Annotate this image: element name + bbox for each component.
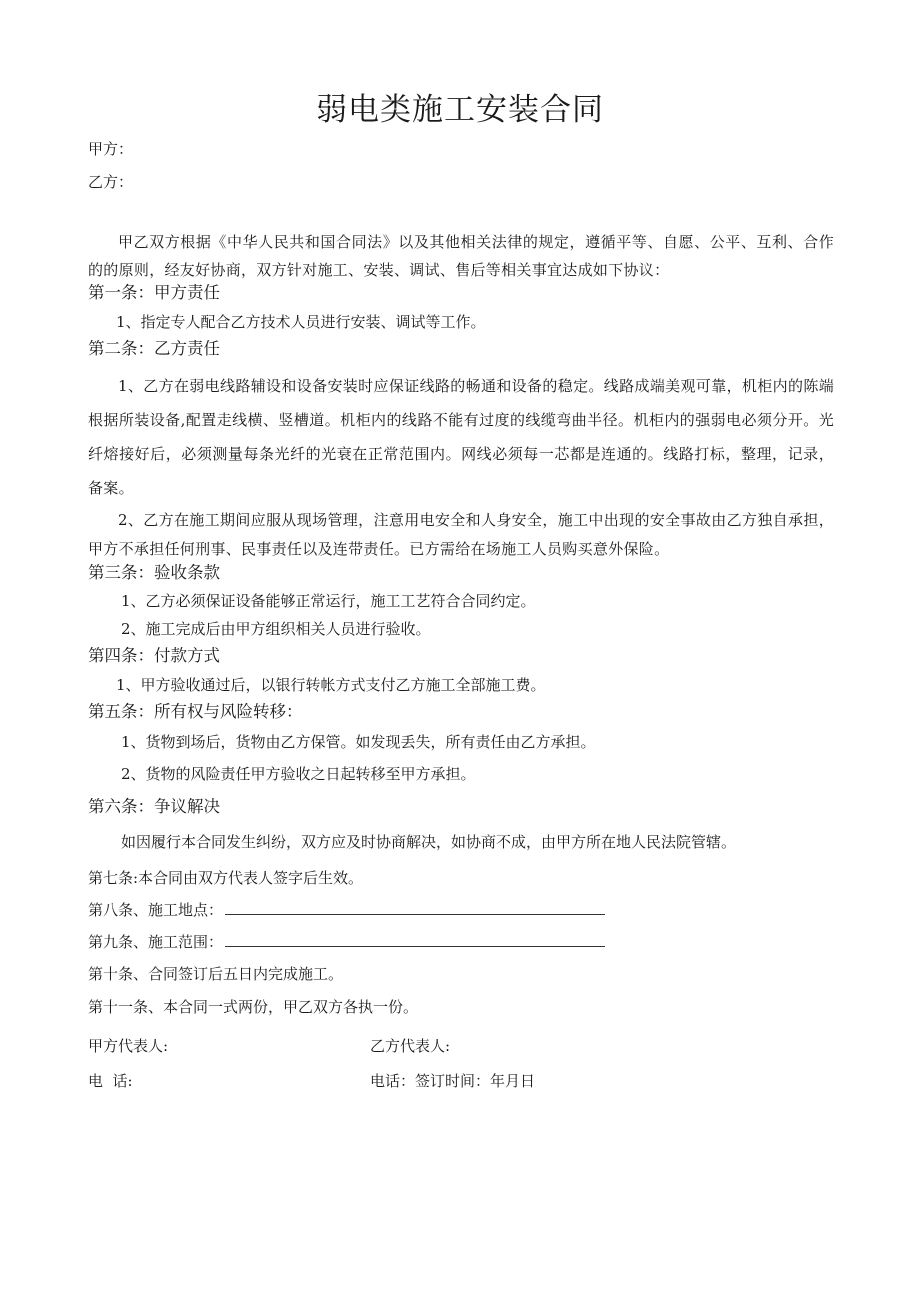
article-5-item-1: 1、货物到场后，货物由乙方保管。如发现丢失，所有责任由乙方承担。 <box>121 733 596 751</box>
article-1-title: 第一条：甲方责任 <box>88 283 220 302</box>
article-10: 第十条、合同签订后五日内完成施工。 <box>88 965 344 983</box>
article-3-title: 第三条：验收条款 <box>88 563 220 582</box>
article-7: 第七条:本合同由双方代表人签字后生效。 <box>88 869 364 887</box>
intro-paragraph: 甲乙双方根据《中华人民共和国合同法》以及其他相关法律的规定，遵循平等、自愿、公平、互利、合作的的原则，经友好协商，双方针对施工、安装、调试、售后等相关事宜达成如下协议： <box>88 233 834 279</box>
article-2-title: 第二条：乙方责任 <box>88 339 220 358</box>
article-11: 第十一条、本合同一式两份，甲乙双方各执一份。 <box>88 998 419 1016</box>
article-8 <box>88 900 605 920</box>
article-4-title: 第四条：付款方式 <box>88 646 220 665</box>
party-a-label: 甲方： <box>88 140 134 158</box>
article-3-item-2: 2、施工完成后由甲方组织相关人员进行验收。 <box>121 620 431 638</box>
document-title: 弱电类施工安装合同 <box>316 92 604 128</box>
site-location-blank[interactable] <box>225 900 605 915</box>
article-2-item-2: 2、乙方在施工期间应服从现场管理，注意用电安全和人身安全，施工中出现的安全事故由乙方独自承担，甲方不承担任何刑事、民事责任以及连带责任。已方需给在场施工人员购买意外保险。 <box>88 511 834 558</box>
party-a-phone: 电 话: <box>88 1072 133 1090</box>
party-b-label: 乙方： <box>88 173 134 191</box>
article-9-label: 第九条、施工范围： <box>88 933 224 951</box>
article-8-label: 第八条、施工地点： <box>88 901 224 919</box>
article-5-item-2: 2、货物的风险责任甲方验收之日起转移至甲方承担。 <box>121 765 476 783</box>
article-9 <box>88 932 605 952</box>
article-6-item-1: 如因履行本合同发生纠纷，双方应及时协商解决，如协商不成，由甲方所在地人民法院管辖。 <box>121 833 737 851</box>
article-6-title: 第六条：争议解决 <box>88 797 220 816</box>
party-b-phone-and-date: 电话：签订时间：年月日 <box>370 1072 536 1090</box>
party-a-representative: 甲方代表人: <box>88 1037 169 1055</box>
article-2-item-1: 1、乙方在弱电线路辅设和设备安装时应保证线路的畅通和设备的稳定。线路成端美观可靠，机柜内的陈端根据所装设备,配置走线横、竖槽道。机柜内的线路不能有过度的线缆弯曲半径。机柜内的强弱电必须分开。光纤熔接好后，必须测量每条光纤的光衰在正常范围内。网线必须每一芯都是连通的。线路打标，整理，记录，备案。 <box>88 377 834 497</box>
party-b-representative: 乙方代表人: <box>370 1037 451 1055</box>
article-4-item-1: 1、甲方验收通过后，以银行转帐方式支付乙方施工全部施工费。 <box>116 676 546 694</box>
construction-scope-blank[interactable] <box>225 932 605 947</box>
article-1-item-1: 1、指定专人配合乙方技术人员进行安装、调试等工作。 <box>116 313 486 331</box>
article-5-title: 第五条：所有权与风险转移： <box>88 702 303 721</box>
article-3-item-1: 1、乙方必须保证设备能够正常运行，施工工艺符合合同约定。 <box>121 592 536 610</box>
